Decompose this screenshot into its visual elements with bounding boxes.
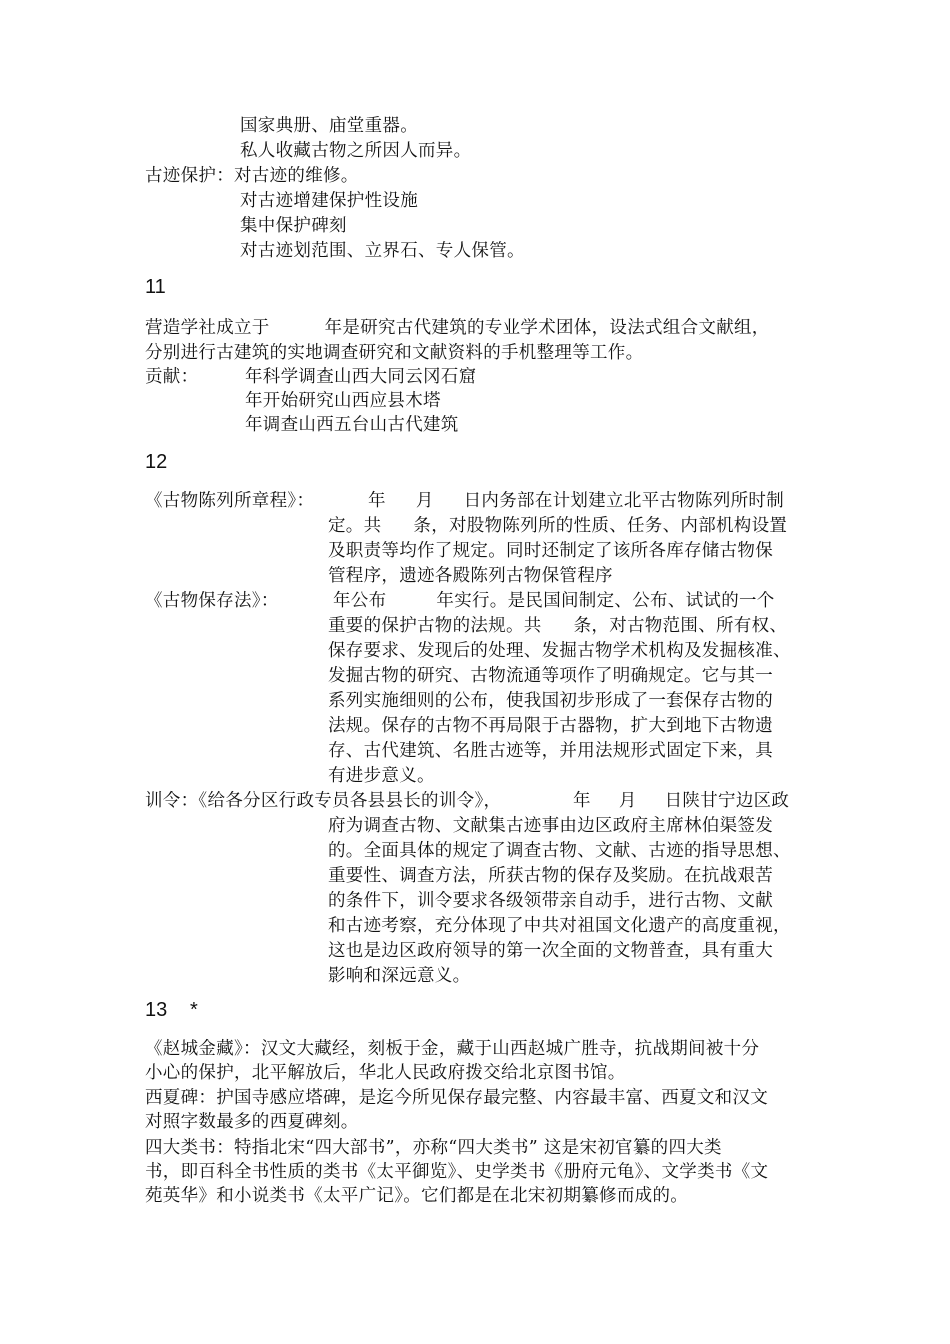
contrib-label: 贡献： xyxy=(145,367,199,387)
section-number: 11 xyxy=(145,276,166,298)
text-line: 四大类书：特指北宋“四大部书”，亦称“四大类书” 这是宋初官纂的四大类 xyxy=(145,1138,722,1158)
text-line: 和古迹考察，充分体现了中共对祖国文化遗产的高度重视， xyxy=(328,916,791,936)
text-fragment: 营造学社成立于 xyxy=(145,318,270,338)
text-line: 及职责等均作了规定。同时还制定了该所各库存储古物保 xyxy=(328,541,773,561)
text-line: 书，即百科全书性质的类书《太平御览》、史学类书《册府元龟》、文学类书《文 xyxy=(145,1162,769,1182)
text-fragment: 月 xyxy=(415,491,434,511)
text-fragment: 年公布 xyxy=(333,591,387,611)
text-line: 《赵城金藏》：汉文大藏经，刻板于金，藏于山西赵城广胜寺，抗战期间被十分 xyxy=(145,1039,760,1059)
text-line: 国家典册、庙堂重器。 xyxy=(240,116,418,136)
text-line: 发掘古物的研究、古物流通等项作了明确规定。它与其一 xyxy=(328,666,773,686)
text-fragment: 年 xyxy=(573,791,591,811)
text-line: 有进步意义。 xyxy=(328,766,435,786)
text-fragment: 日陕甘宁边区政 xyxy=(664,791,790,811)
text-line: 法规。保存的古物不再局限于古器物，扩大到地下古物遗 xyxy=(328,716,773,736)
text-line: 对古迹增建保护性设施 xyxy=(240,191,418,211)
text-line: 存、古代建筑、名胜古迹等，并用法规形式固定下来，具 xyxy=(328,741,773,761)
text-line: 集中保护碑刻 xyxy=(240,216,347,236)
text-line xyxy=(145,316,770,340)
section-number: 12 xyxy=(145,451,168,473)
text-line: 私人收藏古物之所因人而异。 xyxy=(240,141,472,161)
text-line: 年调查山西五台山古代建筑 xyxy=(245,415,459,435)
text-fragment: 年是研究古代建筑的专业学术团体，设法式组合文献组， xyxy=(324,318,770,338)
text-line: 府为调查古物、文献集古迹事由边区政府主席林伯渠签发 xyxy=(328,816,773,836)
item-label: 《古物保存法》： xyxy=(145,591,279,611)
text-line xyxy=(573,789,789,813)
text-line: 重要性、调查方法，所获古物的保存及奖励。在抗战艰苦 xyxy=(328,866,773,886)
text-line: 这也是边区政府领导的第一次全面的文物普查，具有重大 xyxy=(328,941,773,961)
text-line: 年科学调查山西大同云冈石窟 xyxy=(245,367,477,387)
text-fragment: 年 xyxy=(368,491,386,511)
text-fragment: 条，对古物范围、所有权、 xyxy=(573,616,788,636)
text-line: 对古迹划范围、立界石、专人保管。 xyxy=(240,241,525,261)
text-line: 对照字数最多的西夏碑刻。 xyxy=(145,1112,359,1132)
text-line: 年开始研究山西应县木塔 xyxy=(245,391,441,411)
text-line: 西夏碑：护国寺感应塔碑，是迄今所见保存最完整、内容最丰富、西夏文和汉文 xyxy=(145,1088,768,1108)
text-line: 保存要求、发现后的处理、发掘古物学术机构及发掘核准、 xyxy=(328,641,791,661)
text-line: 系列实施细则的公布，使我国初步形成了一套保存古物的 xyxy=(328,691,773,711)
text-line: 苑英华》和小说类书《太平广记》。它们都是在北宋初期纂修而成的。 xyxy=(145,1186,689,1206)
text-line xyxy=(328,514,787,538)
text-fragment: 年实行。是民国间制定、公布、试试的一个 xyxy=(436,591,775,611)
item-label: 《古物陈列所章程》： xyxy=(145,491,315,511)
text-line: 古迹保护：对古迹的维修。 xyxy=(145,166,359,186)
item-label: 训令：《给各分区行政专员各县县长的训令》， xyxy=(145,791,502,811)
text-line: 的条件下，训令要求各级领带亲自动手，进行古物、文献 xyxy=(328,891,773,911)
text-line: 影响和深远意义。 xyxy=(328,966,471,986)
text-fragment: 月 xyxy=(618,791,637,811)
text-line xyxy=(328,614,787,638)
text-fragment: 日内务部在计划建立北平古物陈列所时制 xyxy=(463,491,785,511)
text-line: 分别进行古建筑的实地调查研究和文献资料的手机整理等工作。 xyxy=(145,343,644,363)
text-fragment: 定。共 xyxy=(328,516,382,536)
text-fragment: 重要的保护古物的法规。共 xyxy=(328,616,542,636)
text-line: 管程序，遗迹各殿陈列古物保管程序 xyxy=(328,566,613,586)
text-line: 小心的保护，北平解放后，华北人民政府拨交给北京图书馆。 xyxy=(145,1063,626,1083)
text-line xyxy=(333,589,775,613)
text-line: 的。全面具体的规定了调查古物、文献、古迹的指导思想、 xyxy=(328,841,791,861)
section-number: 13 xyxy=(145,999,168,1021)
text-fragment: 条，对股物陈列所的性质、任务、内部机构设置 xyxy=(413,516,788,536)
text-line xyxy=(368,489,784,513)
star-mark: * xyxy=(190,999,198,1021)
